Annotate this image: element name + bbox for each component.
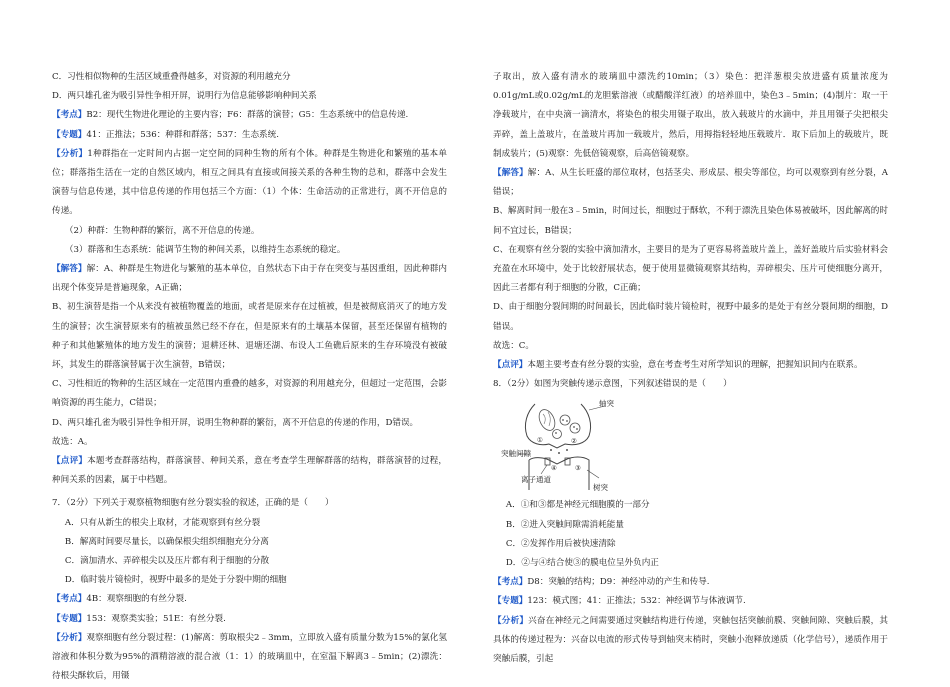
q7-option-d: D．临时装片镜检时，视野中最多的是处于分裂中期的细胞 xyxy=(64,575,287,586)
jieda-d: D、两只雄孔雀为吸引异性争相开屏，说明生物种群的繁衍，离不开信息的传递的作用，D错误。 xyxy=(52,417,419,428)
q7-fenxi-text: 观察细胞有丝分裂过程：(1)解离：剪取根尖2﹣3mm，立即放入盛有质量分数为15%的氯化氢溶液和体积分数为95%的酒精溶液的混合液（1：1）的玻璃皿中，在室温下解离3﹣5min；(2)漂洗：待根尖酥软后，用镊 xyxy=(52,632,447,682)
q8-option-d: D．②与④结合使③的膜电位呈外负内正 xyxy=(505,558,659,569)
left-column xyxy=(52,68,447,687)
dianping-section xyxy=(52,452,447,490)
leader-channel xyxy=(541,465,547,474)
cleft-transmitter xyxy=(566,449,568,451)
q8-option-c: C．②发挥作用后被快速清除 xyxy=(505,538,616,549)
jieda-text: 解：A、种群是生物进化与繁殖的基本单位，自然状态下由于存在突变与基因重组，因此种群内出现个体变异是普遍现象，A正确； xyxy=(52,264,447,294)
marker-3: ③ xyxy=(575,464,581,473)
neurotransmitter-dot xyxy=(562,420,564,422)
q7-zhuanti-tag: 【专题】 xyxy=(52,613,87,624)
jieda-c: C、习性相近的物种的生活区域在一定范围内重叠的越多，对资源的利用越充分，但超过一定范围，会影响资源的再生能力，C错误； xyxy=(52,379,447,409)
label-synaptic-cleft: 突触间隙 xyxy=(501,449,531,459)
q7-dianping-text: 本题主要考查有丝分裂的实验，意在考查考生对所学知识的理解，把握知识间内在联系。 xyxy=(527,360,863,371)
jieda-section xyxy=(52,260,447,298)
label-ion-channel: 离子通道 xyxy=(521,475,551,485)
q8-kaodian xyxy=(493,573,888,592)
q8-kaodian-tag: 【考点】 xyxy=(493,577,528,588)
q8-option-b: B．②进入突触间隙需消耗能量 xyxy=(505,519,624,530)
q7-option-c: C．滴加清水、弄碎根尖以及压片都有利于细胞的分散 xyxy=(64,556,270,567)
q7-dianping xyxy=(493,356,888,375)
q7-jieda-tag: 【解答】 xyxy=(493,168,528,179)
jieda-answer: 故选：A。 xyxy=(52,436,93,447)
option-c-prev: C．习性相似物种的生活区域重叠得越多，对资源的利用越充分 xyxy=(52,72,291,82)
q8-zhuanti-tag: 【专题】 xyxy=(493,596,528,607)
neurotransmitter-dot xyxy=(573,427,575,429)
mitochondrion xyxy=(536,408,558,434)
axon-terminal-membrane xyxy=(525,404,590,448)
fenxi-point-2: （2）种群：生物种群的繁衍，离不开信息的传递。 xyxy=(64,225,260,236)
fenxi-point-3: （3）群落和生态系统：能调节生物的种间关系，以维持生态系统的稳定。 xyxy=(64,244,346,255)
cleft-transmitter xyxy=(558,452,560,454)
marker-2: ② xyxy=(571,437,577,446)
synapse-diagram xyxy=(501,398,631,494)
jieda-tag: 【解答】 xyxy=(52,264,87,275)
q7-zhuanti xyxy=(52,610,447,629)
neurotransmitter-dot xyxy=(576,429,578,431)
neurotransmitter-dot xyxy=(555,433,557,435)
q7-jieda-d: D、由于细胞分裂间期的时间最长，因此临时装片镜检时，视野中最多的是处于有丝分裂间期的细胞，D错误。 xyxy=(493,302,888,332)
q8-fenxi-tag: 【分析】 xyxy=(493,615,529,626)
dianping-tag: 【点评】 xyxy=(52,456,88,467)
q7-jieda-b: B、解离时间一般在3﹣5min，时间过长，细胞过于酥软，不利于漂洗且染色体易被破坏，因此解离的时间不宜过长，B错误； xyxy=(493,206,888,236)
vesicle-2 xyxy=(570,423,580,433)
label-axon: 轴突 xyxy=(599,399,614,409)
fenxi-section xyxy=(52,145,447,222)
q8-option-a: A．①和③都是神经元细胞膜的一部分 xyxy=(505,500,650,511)
kaodian-section xyxy=(52,106,447,125)
q7-jieda xyxy=(493,164,888,202)
q7-fenxi-continued: 子取出，放入盛有清水的玻璃皿中漂洗约10min；（3）染色：把洋葱根尖放进盛有质量浓度为0.01g/mL或0.02g/mL的龙胆紫溶液（或醋酸洋红液）的培养皿中，染色3﹣5min；(4)制片：取一干净载玻片，在中央滴一滴清水，将染色的根尖用镊子取出，放入载玻片的水滴中，并且用镊子尖把根尖弄碎，盖上盖玻片，在盖玻片再加一载玻片，然后，用拇指轻轻地压载玻片．取下后加上的载玻片，既制成装片；(5)观察：先低倍镜观察，后高倍镜观察。 xyxy=(493,72,888,159)
zhuanti-section xyxy=(52,126,447,145)
vesicle-3 xyxy=(553,430,562,439)
marker-1: ① xyxy=(537,436,543,445)
q7-kaodian xyxy=(52,590,447,609)
q7-zhuanti-text: 153：观察类实验；51E：有丝分裂. xyxy=(86,613,226,624)
fenxi-text: 1种群指在一定时间内占据一定空间的同种生物的所有个体。种群是生物进化和繁殖的基本单位；群落指生活在一定的自然区域内，相互之间具有直接或间接关系的各种生物的总和，群落中会发生演替与信息传递，其中信息传递的作用包括三个方面：（1）个体：生命活动的正常进行，离不开信息的传递。 xyxy=(52,148,447,217)
right-column xyxy=(493,68,888,669)
zhuanti-tag: 【专题】 xyxy=(52,129,87,140)
q7-answer: 故选：C。 xyxy=(493,340,534,351)
q8-fenxi xyxy=(493,612,888,670)
q7-fenxi-tag: 【分析】 xyxy=(52,632,87,643)
q8-kaodian-text: D8：突触的结构；D9：神经冲动的产生和传导. xyxy=(527,577,710,588)
q8-zhuanti xyxy=(493,592,888,611)
q7-kaodian-text: 4B：观察细胞的有丝分裂. xyxy=(86,594,187,605)
q7-option-b: B．解离时间要尽量长，以确保根尖组织细胞充分分离 xyxy=(64,536,269,547)
cleft-transmitter xyxy=(550,449,552,451)
q7-jieda-text: 解：A、从生长旺盛的部位取材，包括茎尖、形成层、根尖等部位，均可以观察到有丝分裂，A错误； xyxy=(493,168,888,198)
vesicle-1 xyxy=(560,415,570,425)
mitochondrion-cristae xyxy=(543,412,550,426)
dendrite-membrane xyxy=(529,457,589,490)
q7-option-a: A．只有从新生的根尖上取材，才能观察到有丝分裂 xyxy=(64,517,261,528)
option-d-prev: D．两只雄孔雀为吸引异性争相开屏，说明行为信息能够影响种间关系 xyxy=(52,91,317,102)
question-7: 7．（2分）下列关于观察植物细胞有丝分裂实验的叙述，正确的是（ ） xyxy=(52,498,334,509)
label-dendrite: 树突 xyxy=(593,483,608,493)
jieda-b: B、初生演替是指一个从来没有被植物覆盖的地面，或者是原来存在过植被，但是被彻底消灭了的地方发生的演替；次生演替原来有的植被虽然已经不存在，但是原来有的土壤基本保留，甚至还保留有植物的种子和其他繁殖体的地方发生的演替；退耕还林、退塘还湖、布设人工鱼礁后原来的生存环境没有被破坏，其发生的群落演替属于次生演替，B错误； xyxy=(52,302,447,371)
q7-dianping-tag: 【点评】 xyxy=(493,360,528,371)
q7-jieda-c: C、在观察有丝分裂的实验中滴加清水，主要目的是为了更容易将盖玻片盖上，盖好盖玻片后实验材料会充盈在水环境中，处于比较舒展状态，便于使用显微镜观察其结构，弄碎根尖、压片可使细胞分离开，因此三者都有利于细胞的分散，C正确； xyxy=(493,244,888,294)
marker-4: ④ xyxy=(551,464,557,473)
q8-zhuanti-text: 123：模式图；41：正推法；532：神经调节与体液调节. xyxy=(527,596,746,607)
fenxi-tag: 【分析】 xyxy=(52,148,88,159)
zhuanti-text: 41：正推法；536：种群和群落；537：生态系统. xyxy=(86,129,279,140)
synapse-svg xyxy=(501,398,631,494)
kaodian-tag: 【考点】 xyxy=(52,110,87,121)
q7-fenxi xyxy=(52,629,447,687)
dianping-text: 本题考查群落结构，群落演替、种间关系，意在考查学生理解群落的结构，群落演替的过程，种间关系的因素，属于中档题。 xyxy=(52,456,447,486)
neurotransmitter-dot xyxy=(566,421,568,423)
q8-fenxi-text: 兴奋在神经元之间需要通过突触结构进行传递，突触包括突触前膜、突触间隙、突触后膜，其具体的传递过程为：兴奋以电流的形式传导到轴突末梢时，突触小泡释放递质（化学信号），递质作用于突触后膜，引起 xyxy=(493,615,888,665)
q7-kaodian-tag: 【考点】 xyxy=(52,594,87,605)
question-8: 8．（2分）如图为突触传递示意图，下列叙述错误的是（ ） xyxy=(493,379,732,390)
kaodian-text: B2：现代生物进化理论的主要内容；F6：群落的演替；G5：生态系统中的信息传递. xyxy=(86,110,409,121)
